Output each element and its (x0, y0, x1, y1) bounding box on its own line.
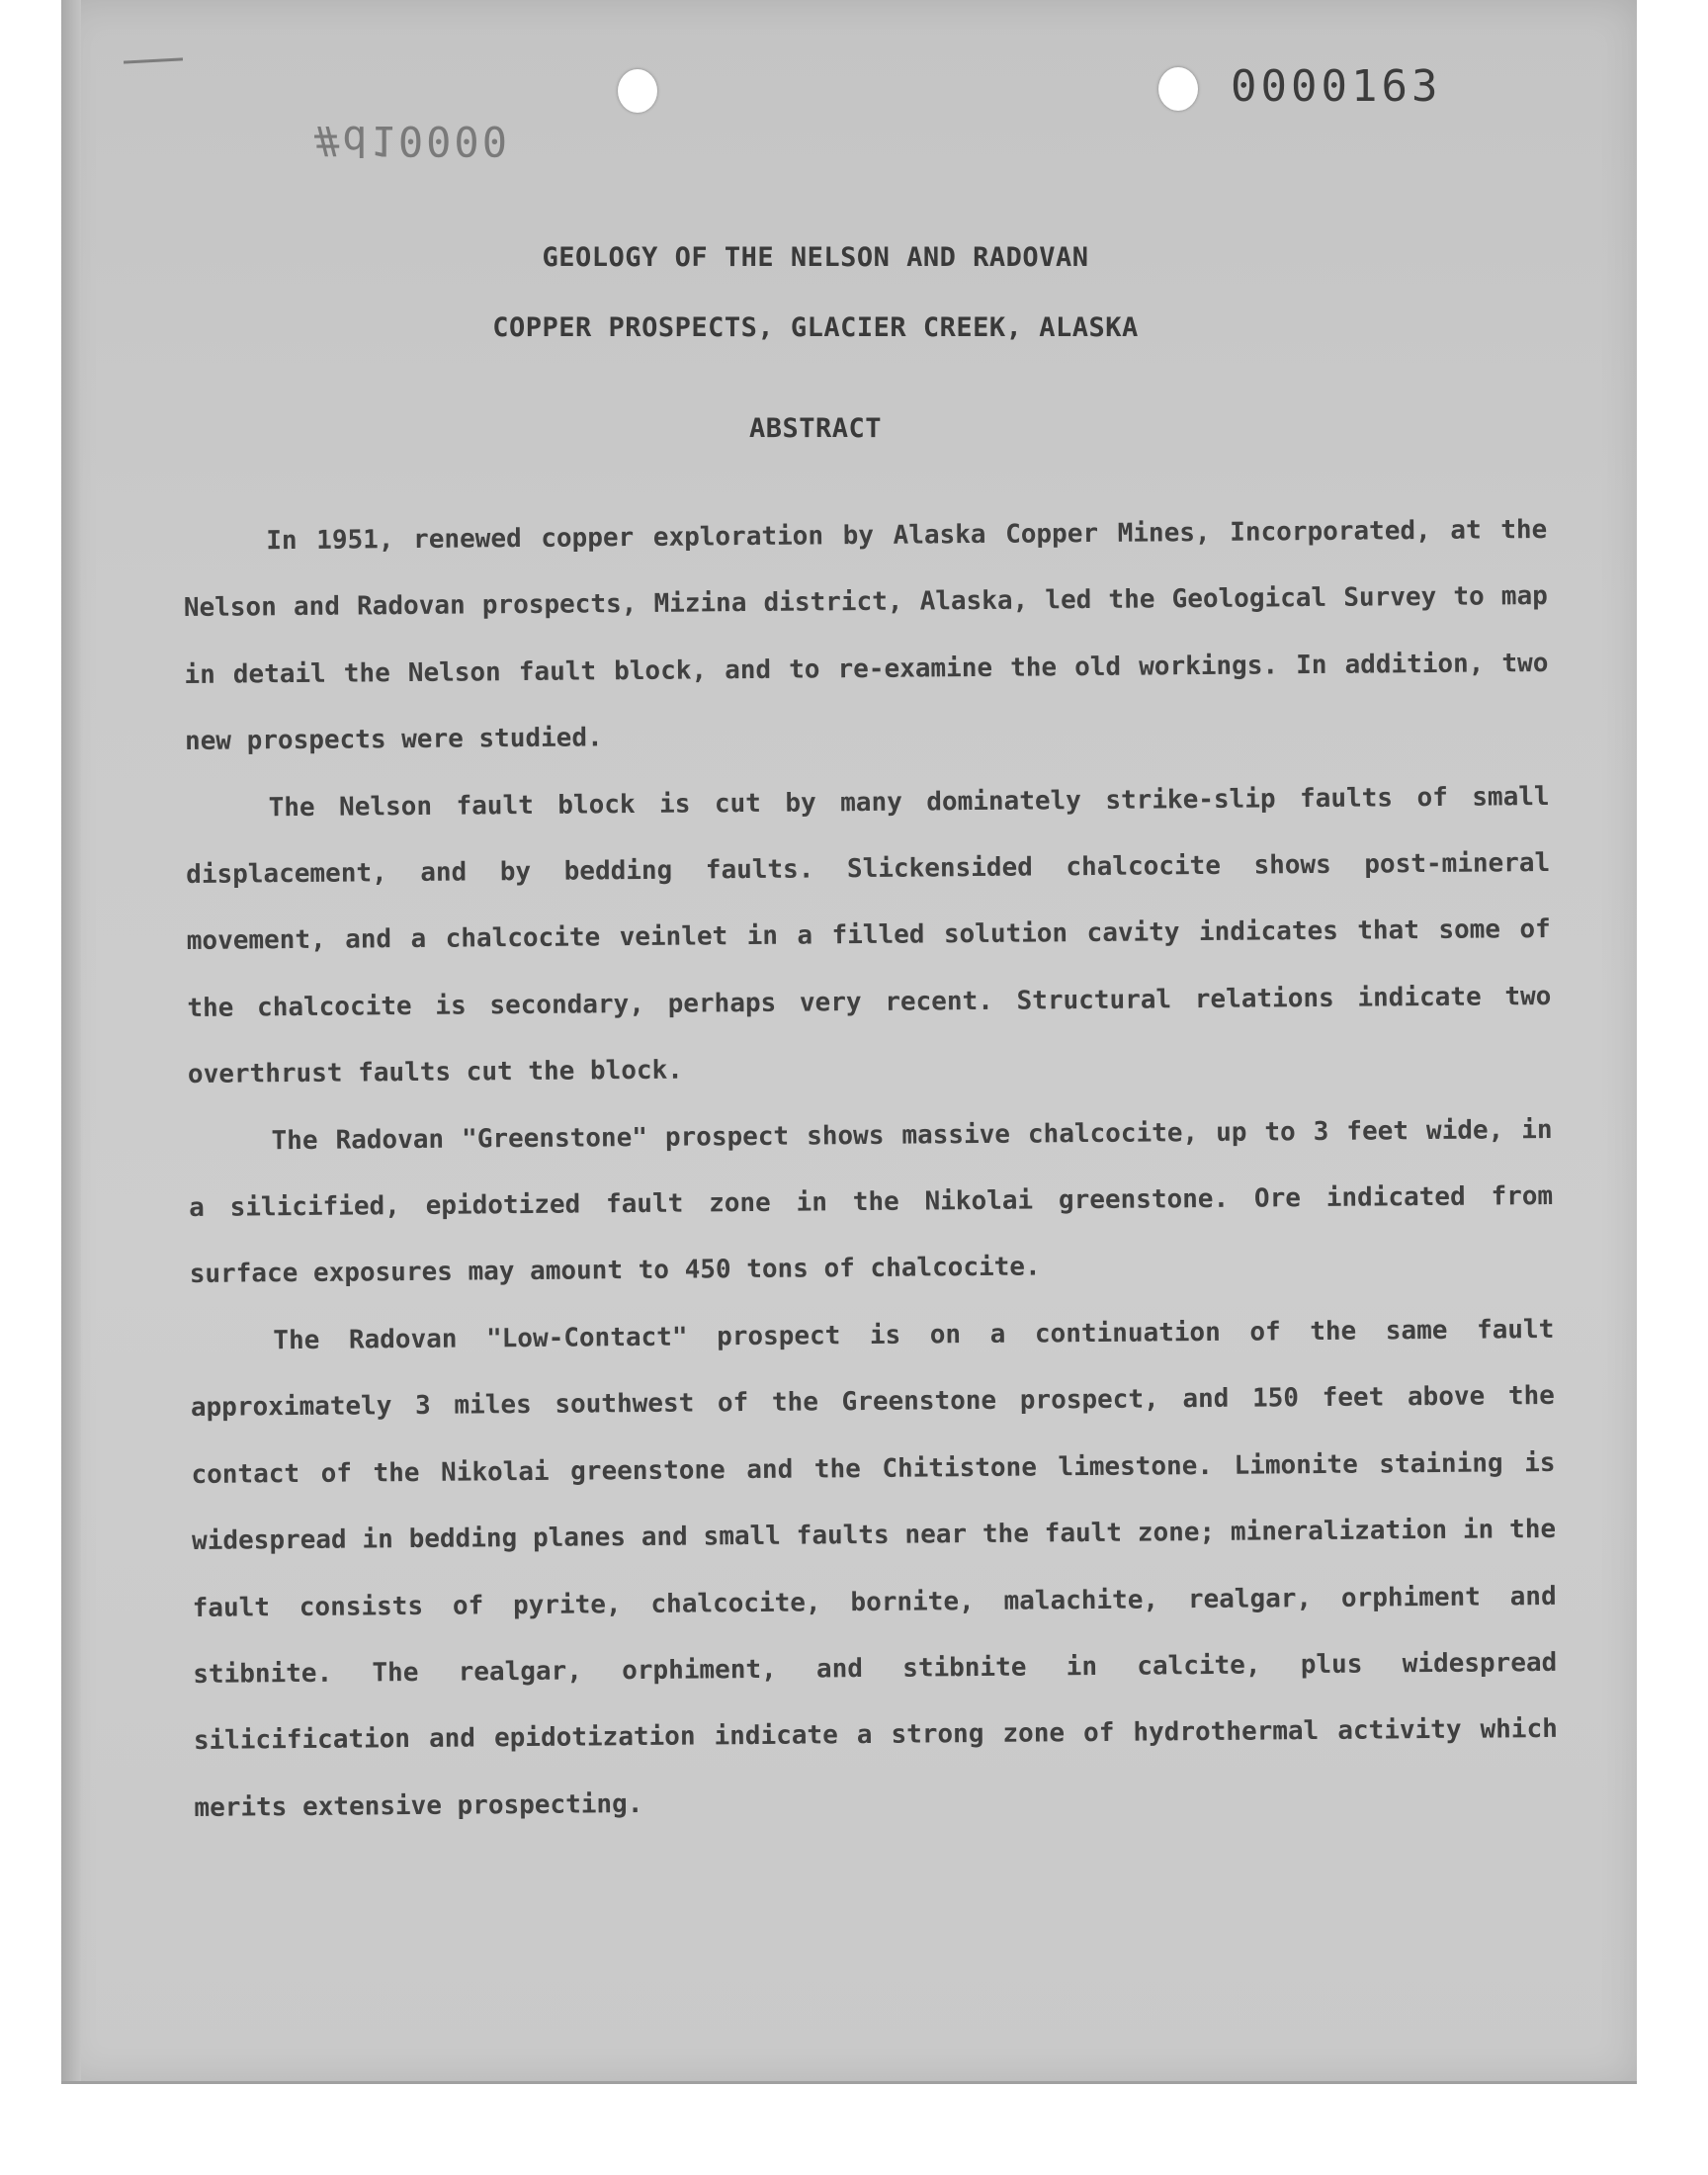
abstract-paragraph: The Nelson fault block is cut by many dominately strike-slip faults of small displacement, and by bedding faults. Slickensided chalcocite shows post-mineral movement, and a chalcocite veinlet in a filled solution cavity indicates that some of the chalcocite is secondary, perhaps very recent. Structural relations indicate two overthrust faults cut the block. (186, 781, 1552, 1090)
document-title-line-2: COPPER PROSPECTS, GLACIER CREEK, ALASKA (492, 312, 1139, 343)
stamp-number: #d10000 (314, 117, 511, 165)
abstract-paragraph: The Radovan "Low-Contact" prospect is on a continuation of the same fault approximately 3 miles southwest of the Greenstone prospect, and 150 feet above the contact of the Nikolai greenstone and the Chitistone limestone. Limonite staining is widespread in bedding planes and small faults near the fault zone; mineralization in the fault consists of pyrite, chalcocite, bornite, malachite, realgar, orphiment and stibnite. The realgar, orphiment, and stibnite in calcite, plus widespread silicification and epidotization indicate a strong zone of hydrothermal activity which merits extensive prospecting. (190, 1314, 1558, 1823)
abstract-paragraph: In 1951, renewed copper exploration by Alaska Copper Mines, Incorporated, at the Nelson and Radovan prospects, Mizina district, Alaska, led the Geological Survey to map in detail the Nelson fault block, and to re-examine the old workings. In addition, two new prospects were studied. (183, 514, 1549, 757)
punch-hole (1158, 67, 1198, 111)
abstract-paragraph: The Radovan "Greenstone" prospect shows massive chalcocite, up to 3 feet wide, in a silicified, epidotized fault zone in the Nikolai greenstone. Ore indicated from surface exposures may amount to 450 tons of chalcocite. (189, 1114, 1554, 1290)
document-number: 0000163 (1231, 61, 1442, 112)
punch-hole (618, 69, 657, 113)
document-title-line-1: GEOLOGY OF THE NELSON AND RADOVAN (542, 242, 1089, 273)
abstract-heading: ABSTRACT (748, 413, 883, 444)
abstract-body (183, 497, 1559, 1842)
page-bottom-edge (61, 2081, 1637, 2084)
